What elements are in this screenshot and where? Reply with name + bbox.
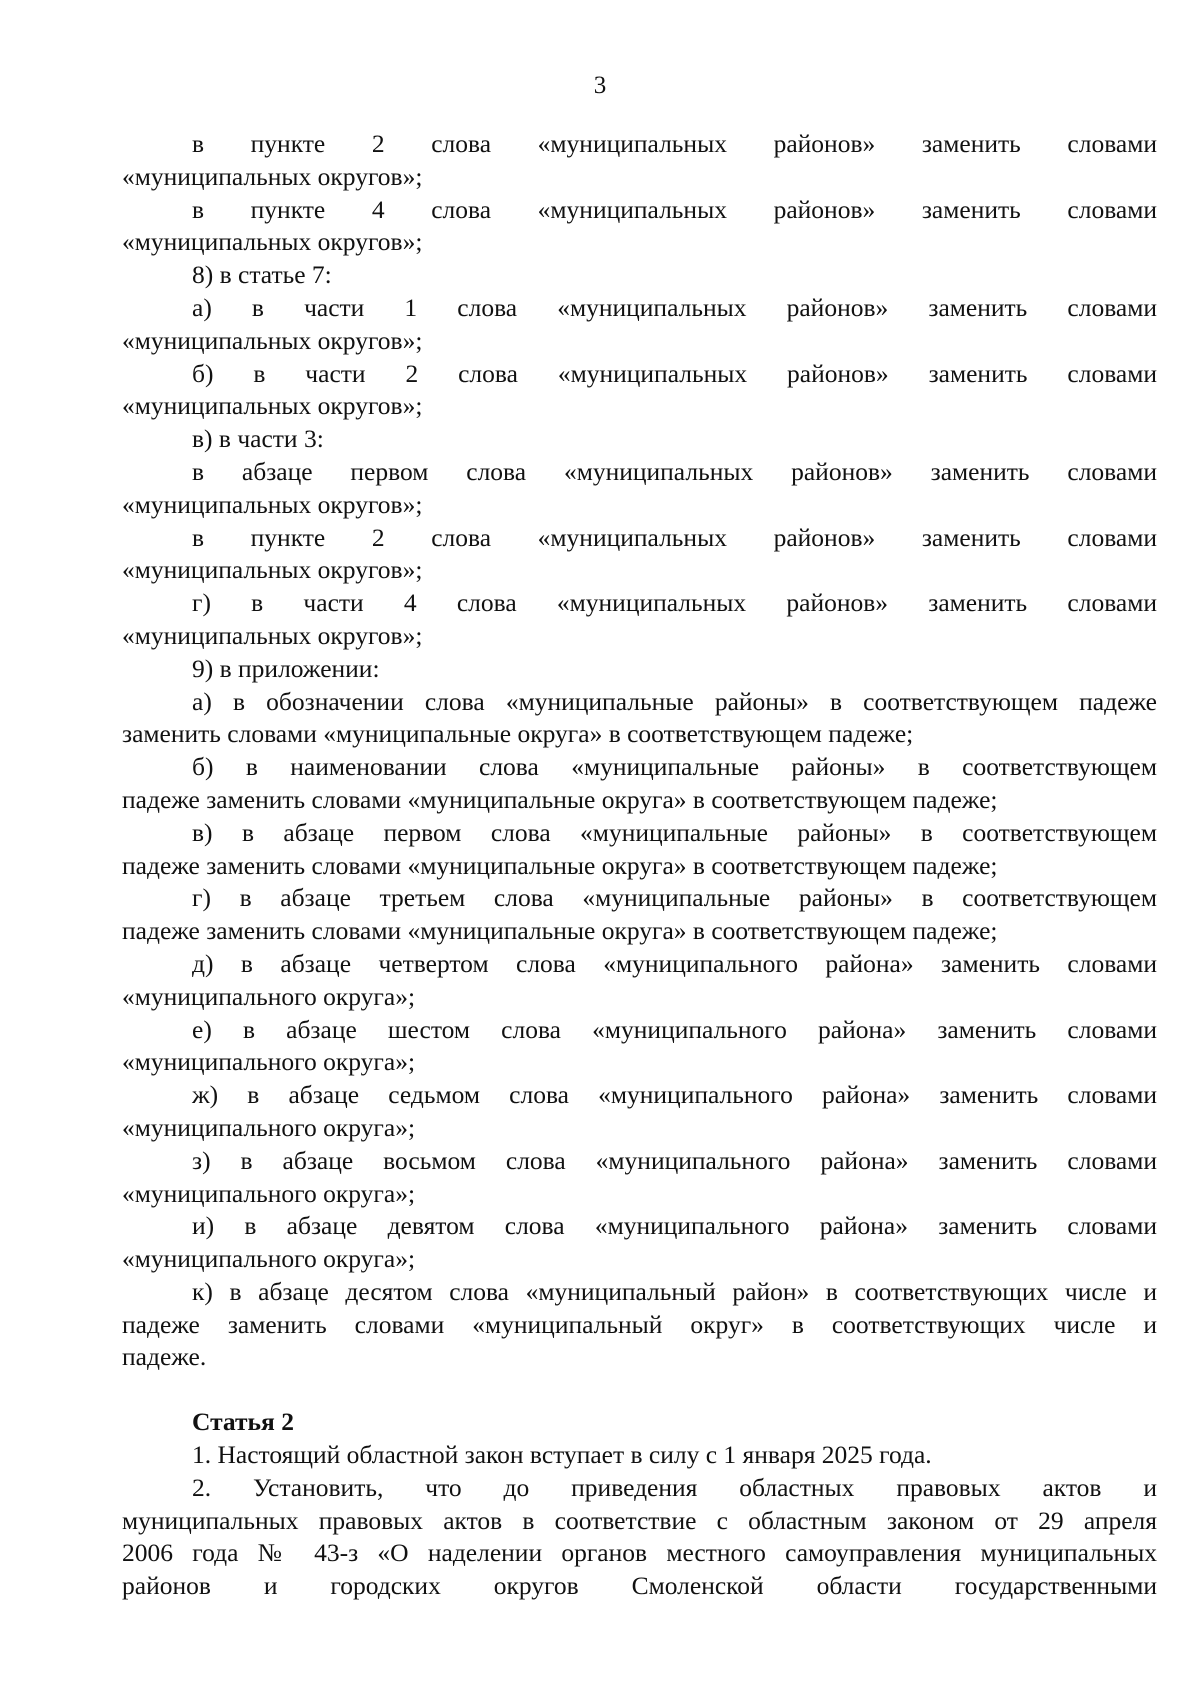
text-line: в пункте 2 слова «муниципальных районов» заменить словами bbox=[192, 522, 1157, 552]
text-line: падеже заменить словами «муниципальные округа» в соответствующем падеже; bbox=[122, 784, 998, 814]
text-line: в пункте 2 слова «муниципальных районов» заменить словами bbox=[192, 129, 1157, 158]
text-line: «муниципального округа»; bbox=[122, 1112, 416, 1142]
paragraph bbox=[122, 1210, 1157, 1276]
text-line: падеже. bbox=[122, 1342, 207, 1372]
paragraph bbox=[122, 587, 1157, 653]
text-line: а) в части 1 слова «муниципальных районов» заменить словами bbox=[192, 292, 1157, 322]
text-line: «муниципального округа»; bbox=[122, 1178, 416, 1208]
paragraph bbox=[122, 653, 1157, 686]
paragraph bbox=[122, 456, 1157, 522]
paragraph bbox=[122, 1014, 1157, 1080]
text-line: 1. Настоящий областной закон вступает в силу с 1 января 2025 года. bbox=[192, 1440, 932, 1470]
text-line: 9) в приложении: bbox=[192, 653, 380, 683]
text-line: заменить словами «муниципальные округа» в соответствующем падеже; bbox=[122, 719, 914, 749]
text-line: 2. Установить, что до приведения областных правовых актов и bbox=[192, 1472, 1157, 1502]
text-line: «муниципальных округов»; bbox=[122, 391, 423, 421]
text-line: «муниципальных округов»; bbox=[122, 325, 423, 355]
text-line: б) в части 2 слова «муниципальных районов» заменить словами bbox=[192, 358, 1157, 388]
paragraph bbox=[122, 751, 1157, 817]
paragraph bbox=[122, 522, 1157, 588]
text-line: падеже заменить словами «муниципальные округа» в соответствующем падеже; bbox=[122, 916, 998, 946]
text-line: «муниципальных округов»; bbox=[122, 489, 423, 519]
text-line: в) в части 3: bbox=[192, 424, 324, 454]
text-line: в пункте 4 слова «муниципальных районов» заменить словами bbox=[192, 194, 1157, 224]
article-paragraph bbox=[122, 1472, 1157, 1603]
paragraph bbox=[122, 686, 1157, 752]
paragraph bbox=[122, 948, 1157, 1014]
text-line: районов и городских округов Смоленской области государственными bbox=[122, 1571, 1157, 1601]
text-line: к) в абзаце десятом слова «муниципальный район» в соответствующих числе и bbox=[192, 1276, 1157, 1306]
text-line: «муниципального округа»; bbox=[122, 1244, 416, 1274]
text-line: з) в абзаце восьмом слова «муниципального района» заменить словами bbox=[192, 1145, 1157, 1175]
paragraph bbox=[122, 1079, 1157, 1145]
text-line: падеже заменить словами «муниципальный округ» в соответствующих числе и bbox=[122, 1309, 1157, 1339]
text-line: «муниципального округа»; bbox=[122, 981, 416, 1011]
document-body bbox=[122, 128, 1157, 1603]
text-line: «муниципальных округов»; bbox=[122, 620, 423, 650]
paragraph bbox=[122, 423, 1157, 456]
paragraph bbox=[122, 194, 1157, 260]
article-paragraph bbox=[122, 1439, 1157, 1472]
text-line: в) в абзаце первом слова «муниципальные районы» в соответствующем bbox=[192, 817, 1157, 847]
paragraph bbox=[122, 882, 1157, 948]
text-line: «муниципального округа»; bbox=[122, 1047, 416, 1077]
text-line: «муниципальных округов»; bbox=[122, 227, 423, 257]
text-line: «муниципальных округов»; bbox=[122, 555, 423, 585]
text-line: 2006 года № 43-з «О наделении органов местного самоуправления муниципальных bbox=[122, 1538, 1157, 1568]
text-line: е) в абзаце шестом слова «муниципального района» заменить словами bbox=[192, 1014, 1157, 1044]
paragraph bbox=[122, 358, 1157, 424]
paragraph bbox=[122, 1276, 1157, 1374]
text-line: д) в абзаце четвертом слова «муниципального района» заменить словами bbox=[192, 948, 1157, 978]
page-number: 3 bbox=[593, 72, 607, 99]
text-line: и) в абзаце девятом слова «муниципального района» заменить словами bbox=[192, 1211, 1157, 1241]
text-line: г) в абзаце третьем слова «муниципальные районы» в соответствующем bbox=[192, 883, 1157, 913]
text-line: муниципальных правовых актов в соответствие с областным законом от 29 апреля bbox=[122, 1505, 1157, 1535]
text-line: «муниципальных округов»; bbox=[122, 161, 423, 191]
paragraph bbox=[122, 128, 1157, 194]
text-line: падеже заменить словами «муниципальные округа» в соответствующем падеже; bbox=[122, 850, 998, 880]
text-line: б) в наименовании слова «муниципальные районы» в соответствующем bbox=[192, 752, 1157, 782]
paragraph bbox=[122, 1145, 1157, 1211]
text-line: а) в обозначении слова «муниципальные районы» в соответствующем падеже bbox=[192, 686, 1157, 716]
paragraph bbox=[122, 259, 1157, 292]
text-line: г) в части 4 слова «муниципальных районов» заменить словами bbox=[192, 588, 1157, 618]
text-line: 8) в статье 7: bbox=[192, 260, 332, 290]
text-line: в абзаце первом слова «муниципальных районов» заменить словами bbox=[192, 456, 1157, 486]
paragraph bbox=[122, 817, 1157, 883]
text-line: ж) в абзаце седьмом слова «муниципального района» заменить словами bbox=[192, 1080, 1157, 1110]
article-heading: Статья 2 bbox=[192, 1407, 294, 1437]
paragraph bbox=[122, 292, 1157, 358]
